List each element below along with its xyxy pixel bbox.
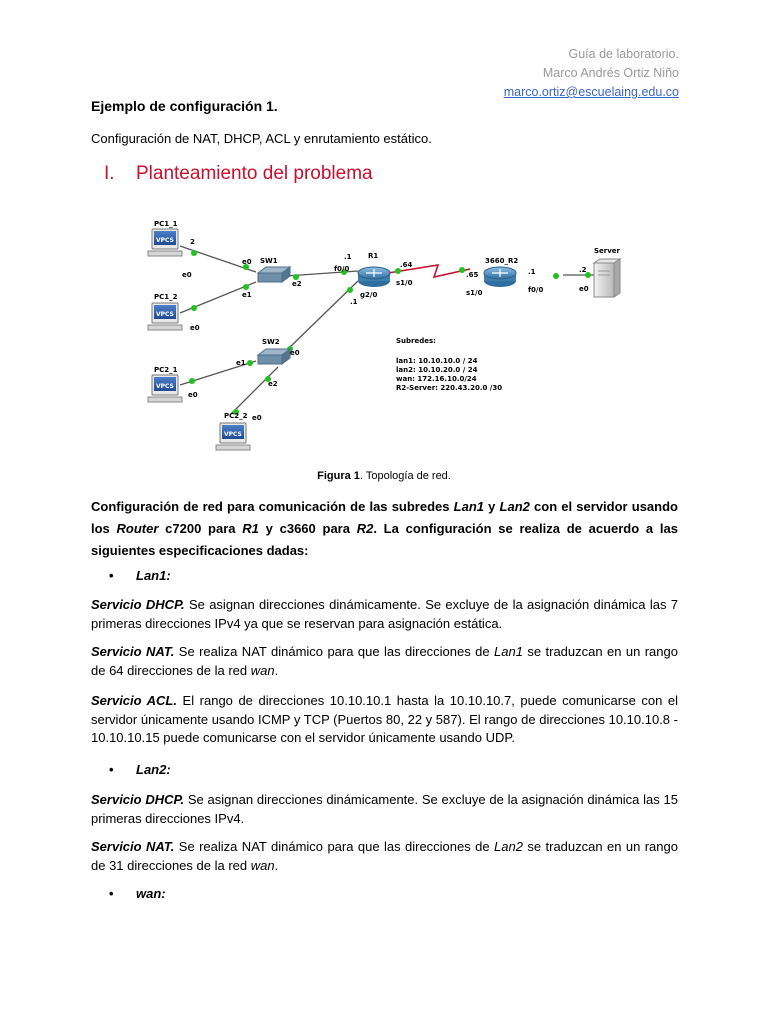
label-server: Server [594, 247, 621, 255]
label-f0-0: f0/0 [528, 286, 544, 294]
label-e0: e0 [579, 285, 589, 293]
label-dot1: .1 [528, 268, 536, 276]
section-number: I. [104, 163, 115, 184]
figure-caption [0, 470, 768, 482]
switch-sw2-icon[interactable] [258, 349, 290, 364]
section-title: Planteamiento del problema [136, 163, 373, 184]
subnet-item: wan: 172.16.10.0/24 [396, 375, 477, 383]
label-e1: e1 [236, 359, 246, 367]
bullet-lan2: • Lan2: [109, 762, 171, 777]
lan2-nat-paragraph: Servicio NAT. Se realiza NAT dinámico para que las direcciones de Lan2 se traduzcan en un rango de 31 direcciones de la red wan. [91, 839, 678, 873]
pc-vpcs-label: VPCS [224, 431, 242, 438]
label-dot1: .1 [344, 253, 352, 261]
lan1-dhcp-paragraph: Servicio DHCP. Se asignan direcciones dinámicamente. Se excluye de la asignación dinámica las 7 primeras direcciones IPv4 ya que se reservan para asignación estática. [91, 597, 678, 631]
label-pc2-2: PC2_2 [224, 412, 248, 420]
document-subtitle: Configuración de NAT, DHCP, ACL y enrutamiento estático. [91, 131, 432, 146]
label-sw1: SW1 [260, 257, 278, 265]
label-r2: 3660_R2 [485, 257, 519, 265]
header-guide: Guía de laboratorio. [568, 47, 679, 61]
label-g2-0: g2/0 [360, 291, 378, 299]
label-pc1-1: PC1_1 [154, 220, 178, 228]
header-author: Marco Andrés Ortiz Niño [542, 66, 679, 80]
pc-vpcs-label: VPCS [156, 311, 174, 318]
lan1-acl-paragraph: Servicio ACL. El rango de direcciones 10.10.10.1 hasta la 10.10.10.7, puede comunicarse con el servidor únicamente usando ICMP y TCP (Puertos 80, 22 y 587). El rango de direcciones 10.10.10.8 - 10.10.10.15 puede comunicarse con el servidor únicamente usando UDP. [91, 693, 678, 745]
label-e1: e1 [242, 291, 252, 299]
label-dot65: .65 [466, 271, 479, 279]
label-e0: e0 [188, 391, 198, 399]
label-f0-0: f0/0 [334, 265, 350, 273]
intro-paragraph: Configuración de red para comunicación de las subredes Lan1 y Lan2 con el servidor usando los Router c7200 para R1 y c3660 para R2. La configuración se realiza de acuerdo a las siguientes especificaciones dadas: [91, 499, 678, 558]
server-icon[interactable] [594, 259, 620, 297]
section-heading [104, 163, 373, 185]
document-title: Ejemplo de configuración 1. [91, 98, 278, 114]
label-e0: e0 [182, 271, 192, 279]
pc-vpcs-label: VPCS [156, 237, 174, 244]
router-r1-icon[interactable] [358, 267, 390, 287]
label-e0: e0 [290, 349, 300, 357]
label-e0: e0 [252, 414, 262, 422]
router-r2-icon[interactable] [484, 267, 516, 287]
figure-caption-text: . Topología de red. [359, 470, 451, 482]
lan1-nat-paragraph: Servicio NAT. Se realiza NAT dinámico para que las direcciones de Lan1 se traduzcan en un rango de 64 direcciones de la red wan. [91, 644, 678, 678]
label-port-2: 2 [190, 238, 195, 246]
label-dot1: .1 [350, 298, 358, 306]
label-dot2: .2 [579, 266, 587, 274]
subnet-item: R2-Server: 220.43.20.0 /30 [396, 384, 503, 392]
bullet-lan1: • Lan1: [109, 568, 171, 583]
figure-caption-label: Figura 1 [317, 470, 360, 482]
subnet-item: lan2: 10.10.20.0 / 24 [396, 366, 478, 374]
label-dot64: .64 [400, 261, 413, 269]
label-s1-0: s1/0 [396, 279, 413, 287]
bullet-wan: • wan: [109, 886, 166, 901]
switch-sw1-icon[interactable] [258, 267, 290, 282]
label-sw2: SW2 [262, 338, 280, 346]
label-s1-0: s1/0 [466, 289, 483, 297]
label-e2: e2 [292, 280, 302, 288]
label-r1: R1 [368, 252, 379, 260]
header-email-link[interactable]: marco.ortiz@escuelaing.edu.co [503, 85, 679, 99]
label-e2: e2 [268, 380, 278, 388]
subnets-title: Subredes: [396, 337, 436, 345]
lan2-dhcp-paragraph: Servicio DHCP. Se asignan direcciones dinámicamente. Se excluye de la asignación dinámica las 15 primeras direcciones IPv4. [91, 792, 679, 826]
pc-vpcs-label: VPCS [156, 383, 174, 390]
label-pc1-2: PC1_2 [154, 293, 178, 301]
subnet-item: lan1: 10.10.10.0 / 24 [396, 357, 478, 365]
label-pc2-1: PC2_1 [154, 366, 178, 374]
network-topology-figure [118, 215, 650, 460]
label-e0: e0 [242, 258, 252, 266]
label-e0: e0 [190, 324, 200, 332]
